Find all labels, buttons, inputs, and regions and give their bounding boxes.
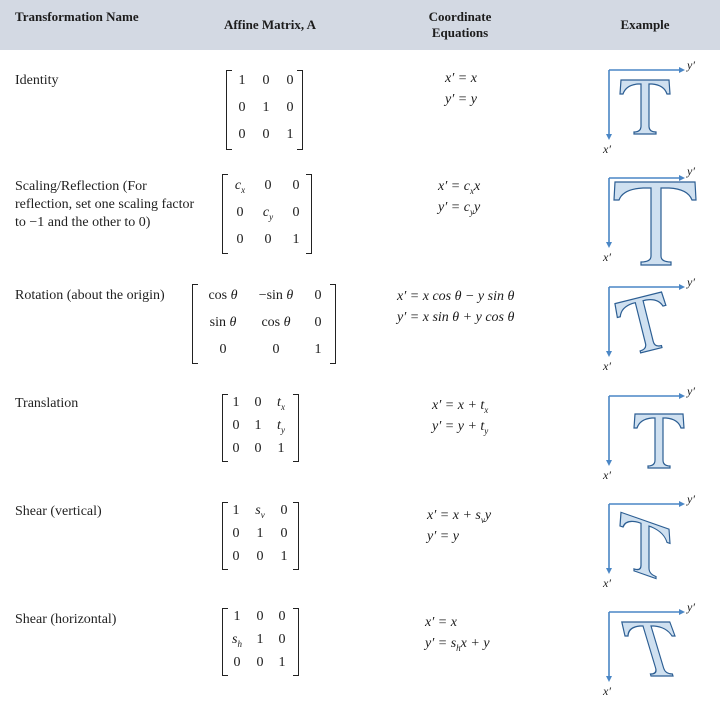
matrix-cell: 0 <box>232 549 240 564</box>
example-translation-graphic <box>603 390 703 486</box>
matrix-cell: $s_h$ <box>232 632 242 649</box>
matrix-cell: $t_y$ <box>277 418 285 435</box>
matrix-cell: 0 <box>262 73 270 88</box>
matrix-cell: 1 <box>233 609 241 624</box>
example-shear-vertical-graphic <box>603 498 703 594</box>
matrix-cell: 1 <box>277 441 285 456</box>
matrix-cell: 0 <box>233 655 241 670</box>
row-name-identity: Identity <box>15 73 59 88</box>
matrix-cell: 0 <box>262 127 270 142</box>
matrix-cell: 0 <box>278 609 286 624</box>
matrix-cell: 0 <box>232 441 240 456</box>
matrix-cell: 0 <box>272 342 280 357</box>
equation-y: y′ = x sin θ + y cos θ <box>397 310 515 325</box>
matrix-cell: 0 <box>236 205 244 220</box>
matrix-cell: 1 <box>278 655 286 670</box>
matrix-cell: 1 <box>262 100 270 115</box>
matrix-scaling <box>226 172 310 253</box>
matrix-cell: 0 <box>254 441 262 456</box>
matrix-cell: 0 <box>256 609 264 624</box>
matrix-right-bracket <box>293 502 299 570</box>
matrix-cell: $s_v$ <box>255 503 265 520</box>
example-scaling-graphic <box>603 172 703 268</box>
matrix-cell: 0 <box>280 503 288 518</box>
matrix-cell: 0 <box>236 232 244 247</box>
matrix-shear-vertical <box>225 499 295 568</box>
equation-x: $x' = c_xx$ <box>438 179 481 196</box>
axis-label-y: y′ <box>687 384 695 398</box>
matrix-cell: 0 <box>232 418 240 433</box>
equation-x: $x' = x + s_vy$ <box>427 508 492 525</box>
equation-x: $x' = x + t_x$ <box>432 398 489 415</box>
axis-label-y: y′ <box>687 275 695 289</box>
matrix-rotation <box>198 282 332 363</box>
equation-x: x′ = x <box>445 71 477 86</box>
equation-x: x′ = x cos θ − y sin θ <box>397 289 515 304</box>
equation-y: $y' = s_hx + y$ <box>425 636 490 653</box>
matrix-cell: $c_x$ <box>234 178 246 195</box>
axis-label-y: y′ <box>687 492 695 506</box>
matrix-cell: 1 <box>256 632 264 647</box>
matrix-cell: 0 <box>314 315 322 330</box>
matrix-cell: 0 <box>238 100 246 115</box>
axis-label-x: x′ <box>603 684 611 698</box>
axis-label-x: x′ <box>603 250 611 264</box>
example-identity-graphic <box>603 64 703 160</box>
matrix-cell: 1 <box>254 418 262 433</box>
matrix-cell: 0 <box>232 526 240 541</box>
matrix-cell: 0 <box>278 632 286 647</box>
matrix-cell: 0 <box>238 127 246 142</box>
row-name-shear-horizontal: Shear (horizontal) <box>15 612 117 627</box>
matrix-cell: 1 <box>232 395 240 410</box>
matrix-cell: 1 <box>238 73 246 88</box>
matrix-shear-horizontal <box>225 605 293 674</box>
matrix-right-bracket <box>306 174 312 254</box>
matrix-cell: 0 <box>314 288 322 303</box>
matrix-cell: 0 <box>254 395 262 410</box>
matrix-cell: 0 <box>286 100 294 115</box>
matrix-cell: 0 <box>292 178 300 193</box>
matrix-cell: cos θ <box>208 288 238 303</box>
equation-y: $y' = c_yy$ <box>438 200 481 217</box>
matrix-cell: 0 <box>264 178 272 193</box>
axis-label-x: x′ <box>603 576 611 590</box>
matrix-cell: 0 <box>264 232 272 247</box>
row-name-translation: Translation <box>15 396 79 411</box>
matrix-cell: sin θ <box>209 315 237 330</box>
matrix-cell: 0 <box>219 342 227 357</box>
axis-label-y: y′ <box>687 164 695 178</box>
matrix-right-bracket <box>330 284 336 364</box>
matrix-cell: 1 <box>292 232 300 247</box>
equation-y: $y' = y + t_y$ <box>432 419 489 436</box>
equation-y: y′ = y <box>427 529 459 544</box>
equation-y: y′ = y <box>445 92 477 107</box>
matrix-cell: 1 <box>314 342 322 357</box>
matrix-right-bracket <box>293 608 299 676</box>
matrix-right-bracket <box>293 394 299 462</box>
matrix-cell: $t_x$ <box>277 395 285 412</box>
matrix-cell: 1 <box>232 503 240 518</box>
matrix-cell: −sin θ <box>258 288 294 303</box>
matrix-cell: 0 <box>256 655 264 670</box>
equation-x: x′ = x <box>425 615 457 630</box>
row-name-shear-vertical: Shear (vertical) <box>15 504 102 519</box>
matrix-cell: 1 <box>280 549 288 564</box>
example-rotation-graphic <box>603 281 703 377</box>
matrix-right-bracket <box>297 70 303 150</box>
row-name-scaling-reflection: Scaling/Reflection (For reflection, set one scaling factor to −1 and the other to 0) <box>15 179 195 230</box>
matrix-cell: $c_y$ <box>262 205 274 222</box>
row-name-rotation: Rotation (about the origin) <box>15 288 165 303</box>
header-example: Example <box>620 17 670 32</box>
matrix-cell: 0 <box>292 205 300 220</box>
axis-label-y: y′ <box>687 58 695 72</box>
matrix-cell: 0 <box>256 549 264 564</box>
matrix-cell: cos θ <box>261 315 291 330</box>
axis-label-x: x′ <box>603 142 611 156</box>
matrix-translation <box>225 391 293 460</box>
example-shear-horizontal-graphic <box>603 606 703 702</box>
axis-label-x: x′ <box>603 359 611 373</box>
axis-label-y: y′ <box>687 600 695 614</box>
header-affine-matrix: Affine Matrix, A <box>223 17 317 32</box>
matrix-cell: 0 <box>286 73 294 88</box>
matrix-cell: 1 <box>256 526 264 541</box>
matrix-cell: 1 <box>286 127 294 142</box>
header-coordinate-equations: Coordinate Equations <box>428 9 492 40</box>
header-transformation-name: Transformation Name <box>15 9 139 24</box>
matrix-cell: 0 <box>280 526 288 541</box>
axis-label-x: x′ <box>603 468 611 482</box>
matrix-identity <box>230 67 302 148</box>
